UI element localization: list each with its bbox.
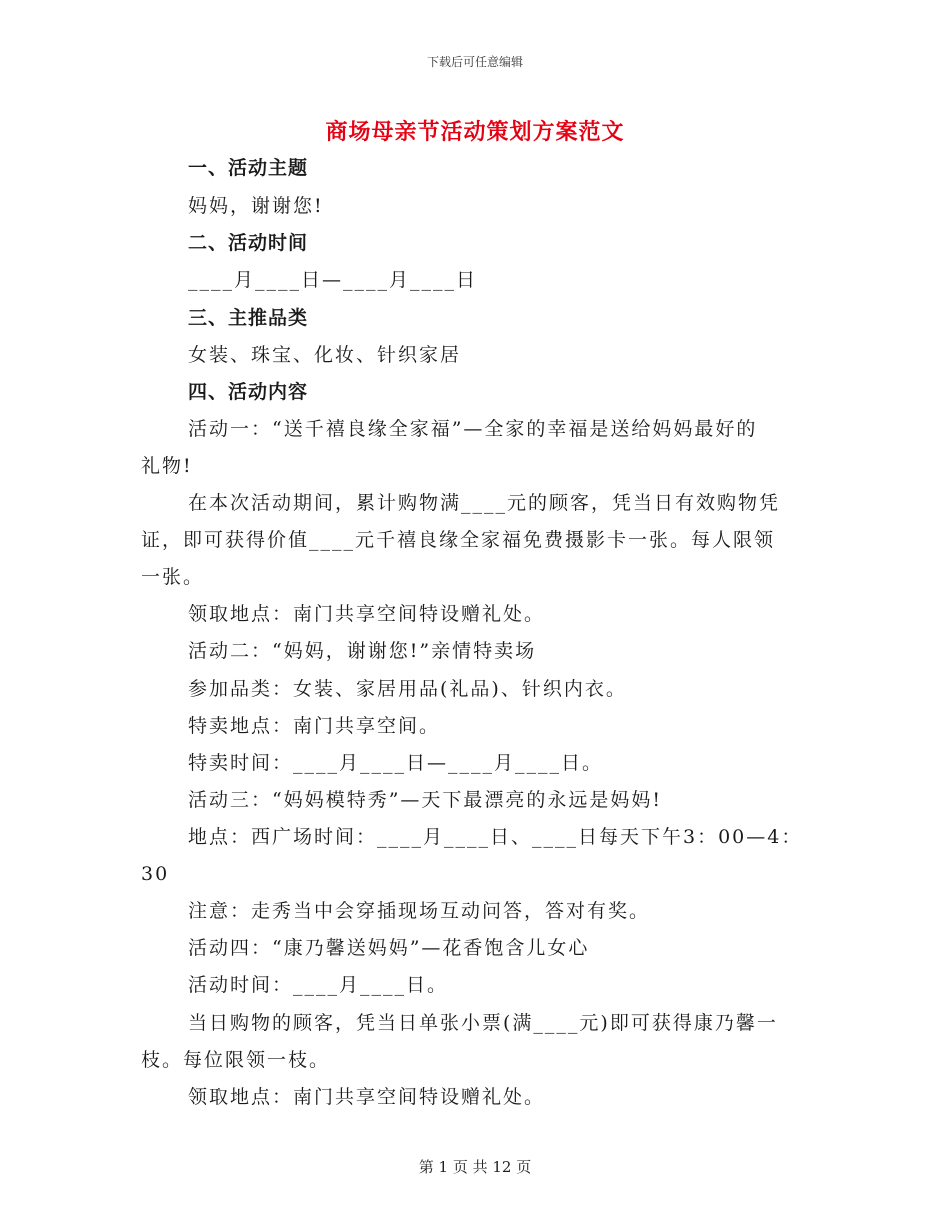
section-heading-time: 二、活动时间 (188, 232, 309, 254)
paragraph-line: 女装、珠宝、化妆、针织家居 (188, 344, 462, 366)
document-title: 商场母亲节活动策划方案范文 (325, 119, 625, 145)
paragraph-line: 证，即可获得价值____元千禧良缘全家福免费摄影卡一张。每人限领 (141, 529, 776, 551)
paragraph-line: 当日购物的顾客，凭当日单张小票(满____元)即可获得康乃馨一 (188, 1012, 778, 1034)
paragraph-line: 特卖时间：____月____日—____月____日。 (188, 752, 604, 774)
page-header-note: 下载后可任意编辑 (426, 55, 523, 69)
paragraph-line: 领取地点：南门共享空间特设赠礼处。 (188, 1086, 546, 1108)
section-heading-categories: 三、主推品类 (188, 307, 309, 329)
paragraph-line: 注意：走秀当中会穿插现场互动问答，答对有奖。 (188, 900, 651, 922)
paragraph-line: 枝。每位限领一枝。 (141, 1049, 331, 1071)
paragraph-line: 在本次活动期间，累计购物满____元的顾客，凭当日有效购物凭 (188, 492, 781, 514)
paragraph-line: 一张。 (141, 566, 205, 588)
section-heading-theme: 一、活动主题 (188, 157, 309, 179)
paragraph-line: 活动一：“送千禧良缘全家福”—全家的幸福是送给妈妈最好的 (188, 418, 758, 440)
paragraph-line: 领取地点：南门共享空间特设赠礼处。 (188, 603, 546, 625)
paragraph-line: 参加品类：女装、家居用品(礼品)、针织内衣。 (188, 678, 627, 700)
paragraph-line: 礼物! (141, 455, 193, 477)
paragraph-line: 活动四：“康乃馨送妈妈”—花香饱含儿女心 (188, 937, 590, 959)
paragraph-line: 活动二：“妈妈，谢谢您!”亲情特卖场 (188, 640, 537, 662)
paragraph-line: ____月____日—____月____日 (188, 269, 478, 291)
paragraph-line: 特卖地点：南门共享空间。 (188, 715, 441, 737)
paragraph-line: 活动时间：____月____日。 (188, 974, 449, 996)
paragraph-line: 30 (141, 863, 170, 885)
paragraph-line: 妈妈，谢谢您! (188, 195, 324, 217)
section-heading-content: 四、活动内容 (188, 381, 309, 403)
page-number-footer: 第 1 页 共 12 页 (418, 1158, 532, 1176)
paragraph-line: 地点：西广场时间：____月____日、____日每天下午3：00—4： (188, 826, 803, 848)
paragraph-line: 活动三：“妈妈模特秀”—天下最漂亮的永远是妈妈! (188, 789, 663, 811)
